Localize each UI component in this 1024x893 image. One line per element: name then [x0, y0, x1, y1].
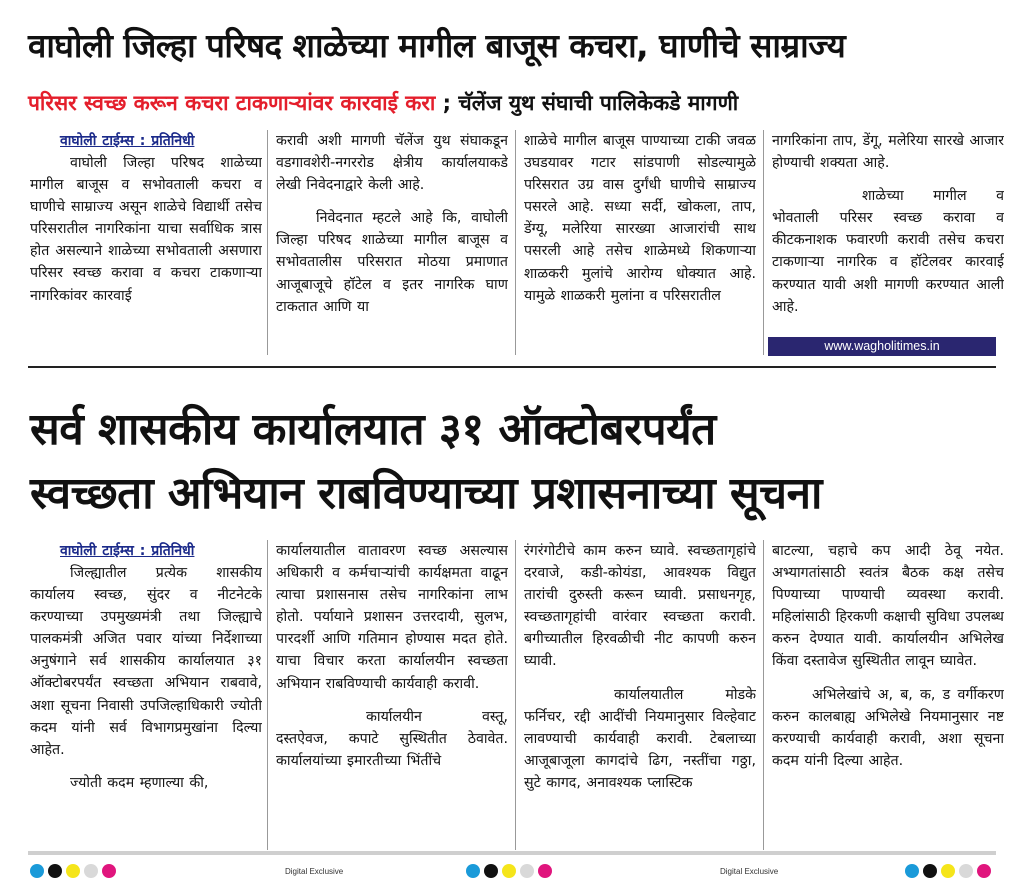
- article2-column-4: [772, 540, 1004, 850]
- article1-col2-para-1: करावी अशी मागणी चॅलेंज युथ संघाकडून वडगावशेरी-नगररोड क्षेत्रीय कार्यालयाकडे लेखी निवेदनाद्वारे केली आहे.: [276, 133, 508, 194]
- column-divider: [267, 130, 268, 355]
- article2-col3-para-1: रंगरंगोटीचे काम करुन घ्यावे. स्वच्छतागृहांचे दरवाजे, कडी-कोयंडा, आवश्यक विद्युत तारांची दुरुस्ती करून घ्यावी. प्रसाधनगृह, स्वच्छतागृहांची वारंवार स्वच्छता करावी. बगीच्यातील हिरवळीची नीट कापणी करुन घ्यावी.: [524, 543, 756, 670]
- article1-body: [20, 130, 1005, 355]
- column-divider: [267, 540, 268, 850]
- article2-column-3: [524, 540, 756, 850]
- article2-col3-para-2: कार्यालयातील मोडके फर्निचर, रद्दी आदींची नियमानुसार विल्हेवाट लावण्याची कार्यवाही करावी. टेबलाच्या आजूबाजूला कागदांचे ढिग, नस्तींचा गठ्ठा, सुटे कागद, अनावश्यक प्लास्टिक: [524, 686, 756, 791]
- column-divider: [763, 130, 764, 355]
- column-divider: [763, 540, 764, 850]
- footer-bar: [28, 851, 996, 855]
- article2-col4-para-1: बाटल्या, चहाचे कप आदी ठेवू नयेत. अभ्यागतांसाठी स्वतंत्र बैठक कक्ष तसेच पिण्याच्या पाण्याची व्यवस्था करावी. महिलांसाठी हिरकणी कक्षाची सुविधा उपलब्ध करुन देण्यात यावी. कार्यालयीन अभिलेख किंवा दस्तावेज सुस्थितीत लावून घ्यावेत.: [772, 543, 1004, 670]
- registration-dot: [84, 864, 98, 878]
- color-registration-dots: [905, 864, 991, 878]
- article1-column-2: [276, 130, 508, 355]
- article2-headline-line1: सर्व शासकीय कार्यालयात ३१ ऑक्टोबरपर्यंत: [30, 404, 716, 455]
- footer-label: Digital Exclusive: [720, 867, 779, 876]
- registration-dot: [48, 864, 62, 878]
- article1-col4-para-1: नागरिकांना ताप, डेंगू, मलेरिया सारखे आजार होण्याची शक्यता आहे.: [772, 133, 1004, 172]
- registration-dot: [959, 864, 973, 878]
- article2-body: [20, 540, 1005, 850]
- registration-dot: [905, 864, 919, 878]
- article2-column-1: [30, 540, 262, 850]
- registration-dot: [977, 864, 991, 878]
- article2-byline: वाघोली टाईम्स : प्रतिनिधी: [60, 543, 195, 559]
- column-divider: [515, 130, 516, 355]
- article1-subheadline-red: परिसर स्वच्छ करून कचरा टाकणाऱ्यांवर कारवाई करा: [28, 91, 436, 115]
- article1-headline: वाघोली जिल्हा परिषद शाळेच्या मागील बाजूस कचरा, घाणीचे साम्राज्य: [28, 26, 846, 65]
- article1-column-4: [772, 130, 1004, 355]
- article2-col1-para-1: जिल्ह्यातील प्रत्येक शासकीय कार्यालय स्वच्छ, सुंदर व नीटनेटके करण्याच्या उपमुख्यमंत्री तथा जिल्ह्याचे पालकमंत्री अजित पवार यांच्या निर्देशाच्या अनुषंगाने सर्व शासकीय कार्यालयात ३१ ऑक्टोबरपर्यंत स्वच्छता अभियान राबवावे, अशा सूचना निवासी उपजिल्हाधिकारी ज्योती कदम यांनी सर्व विभागप्रमुखांना दिल्या आहेत.: [30, 565, 262, 758]
- article1-col3-para-1: शाळेचे मागील बाजूस पाण्याच्या टाकी जवळ उघडयावर गटार सांडपाणी सोडल्यामुळे परिसरात उग्र वास दुर्गंधी घाणीचे साम्राज्य पसरले आहे. सध्या सर्दी, खोकला, ताप, डेंग्यू, मलेरिया सारख्या आजारांची साथ पसरली आहे तसेच शाळेमध्ये शिकणाऱ्या शाळकरी मुलांचे आरोग्य धोक्यात आहे. यामुळे शाळकरी मुलांना व परिसरातील: [524, 133, 756, 304]
- footer-label: Digital Exclusive: [285, 867, 344, 876]
- article2-col4-para-2: अभिलेखांचे अ, ब, क, ड वर्गीकरण करुन कालबाह्य अभिलेखे नियमानुसार नष्ट करण्याची कार्यवाही करावी, अशा सूचना कदम यांनी दिल्या आहेत.: [772, 686, 1004, 769]
- article1-col1-para-1: वाघोली जिल्हा परिषद शाळेच्या मागील बाजूस व सभोवताली कचरा व घाणीचे साम्राज्य असून शाळेचे विद्यार्थी तसेच परिसरातील नागरिकांना याचा सर्वाधिक त्रास होत असल्याने शाळेच्या सभोवताली असणारा परिसर स्वच्छ करावा व कचरा टाकणाऱ्या नागरिकांवर कारवाई: [30, 155, 262, 304]
- color-registration-dots: [30, 864, 116, 878]
- color-registration-dots: [466, 864, 552, 878]
- article1-col2-para-2: निवेदनात म्हटले आहे कि, वाघोली जिल्हा परिषद शाळेच्या मागील बाजूस व सभोवतालीस परिसरात मोठया प्रमाणात आजूबाजूचे हॉटेल व इतर नागरिक घाण टाकतात आणि या: [276, 210, 508, 315]
- article1-byline: वाघोली टाईम्स : प्रतिनिधी: [60, 133, 195, 149]
- registration-dot: [30, 864, 44, 878]
- article1-subheadline-black: ; चॅलेंज युथ संघाची पालिकेकडे मागणी: [435, 91, 739, 115]
- article2-headline: [30, 398, 1005, 526]
- registration-dot: [66, 864, 80, 878]
- registration-dot: [502, 864, 516, 878]
- article1-column-1: [30, 130, 262, 355]
- registration-dot: [466, 864, 480, 878]
- article2-col2-para-1: कार्यालयातील वातावरण स्वच्छ असल्यास अधिकारी व कर्मचाऱ्यांची कार्यक्षमता वाढून त्याचा प्रशासनास तसेच नागरिकांना लाभ होतो. पर्यायाने प्रशासन उत्तरदायी, सुलभ, पारदर्शी आणि गतिमान होण्यास मदत होते. याचा विचार करता कार्यालयीन स्वच्छता अभियान राबविण्याची कार्यवाही करावी.: [276, 543, 508, 692]
- article2-headline-line2: स्वच्छता अभियान राबविण्याच्या प्रशासनाच्या सूचना: [30, 468, 822, 519]
- article1-column-3: [524, 130, 756, 355]
- registration-dot: [941, 864, 955, 878]
- registration-dot: [538, 864, 552, 878]
- registration-dot: [923, 864, 937, 878]
- column-divider: [515, 540, 516, 850]
- article1-subheadline: [28, 88, 1003, 118]
- section-separator: [28, 366, 996, 368]
- registration-dot: [484, 864, 498, 878]
- article2-col2-para-2: कार्यालयीन वस्तू, दस्तऐवज, कपाटे सुस्थितीत ठेवावेत. कार्यालयांच्या इमारतीच्या भिंतींचे: [276, 708, 508, 769]
- registration-dot: [520, 864, 534, 878]
- registration-dot: [102, 864, 116, 878]
- article2-column-2: [276, 540, 508, 850]
- article2-col1-para-2: ज्योती कदम म्हणाल्या की,: [70, 774, 209, 791]
- website-label: www.wagholitimes.in: [768, 337, 996, 356]
- article1-col4-para-2: शाळेच्या मागील व भोवताली परिसर स्वच्छ करावा व कीटकनाशक फवारणी करावी तसेच कचरा टाकणाऱ्या नागरिक व हॉटेलवर कारवाई करण्यात यावी अशी मागणी करण्यात आली आहे.: [772, 188, 1004, 315]
